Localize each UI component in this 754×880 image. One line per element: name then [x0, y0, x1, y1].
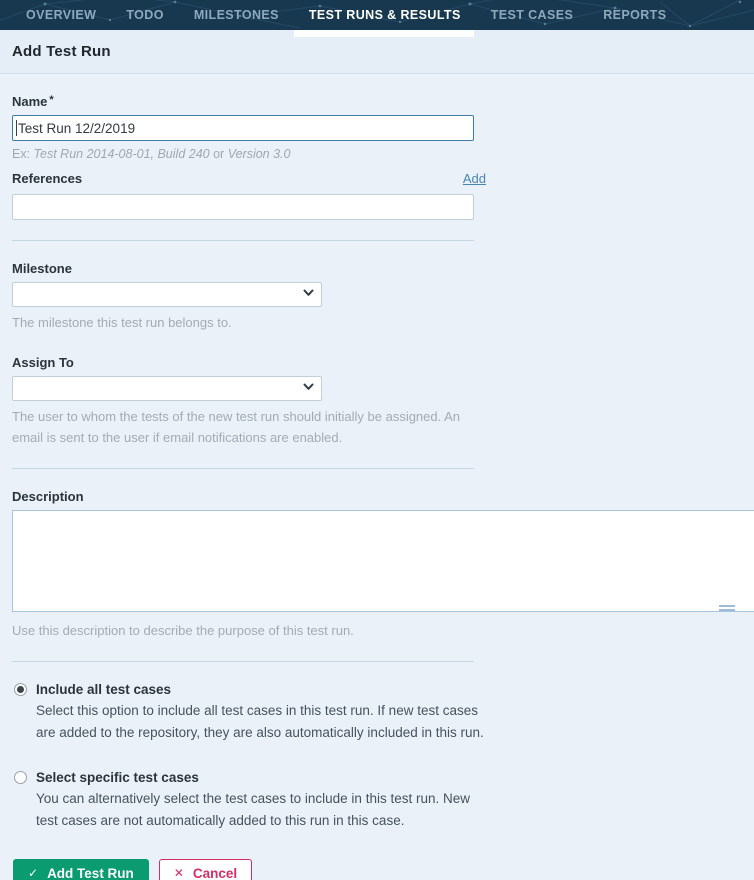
include-all-description: Select this option to include all test cases in this test run. If new test cases are added to the repository, they are also automatically included in this run. — [36, 703, 484, 740]
section-divider — [12, 240, 474, 241]
assign-to-help: The user to whom the tests of the new test run should initially be assigned. An email is sent to the user if email notifications are enabled. — [12, 409, 461, 445]
tab-test-runs-results[interactable]: TEST RUNS & RESULTS — [309, 0, 461, 30]
references-input[interactable] — [12, 194, 474, 220]
page-title: Add Test Run — [12, 43, 111, 60]
tab-test-cases[interactable]: TEST CASES — [490, 8, 574, 22]
required-asterisk: * — [49, 94, 54, 106]
select-specific-description: You can alternatively select the test cases to include in this test run. New test cases are not automatically added to this run in this case. — [36, 791, 470, 828]
include-all-test-cases-option[interactable] — [12, 682, 474, 697]
description-label: Description — [12, 489, 84, 504]
section-divider — [12, 468, 474, 469]
add-test-run-button[interactable]: ✓ Add Test Run — [13, 859, 149, 880]
radio-selected-icon[interactable] — [14, 683, 27, 696]
tab-milestones[interactable]: MILESTONES — [193, 8, 279, 22]
tab-reports[interactable]: REPORTS — [603, 8, 667, 22]
milestone-help: The milestone this test run belongs to. — [12, 315, 232, 330]
name-label: Name * — [12, 94, 54, 109]
x-icon: ✕ — [173, 866, 184, 880]
resize-grip-icon[interactable] — [719, 603, 735, 611]
include-all-label[interactable]: Include all test cases — [36, 682, 172, 697]
references-label: References — [12, 171, 83, 186]
name-example-hint: Ex: Test Run 2014-08-01, Build 240 or Version 3.0 — [12, 147, 291, 161]
select-specific-test-cases-option[interactable] — [12, 770, 474, 785]
assign-to-label: Assign To — [12, 355, 74, 370]
checkmark-icon: ✓ — [28, 866, 39, 880]
add-test-run-form — [0, 94, 754, 880]
cancel-button[interactable]: ✕ Cancel — [159, 859, 252, 880]
top-navigation — [0, 0, 754, 30]
milestone-select[interactable] — [12, 282, 322, 307]
description-help: Use this description to describe the purpose of this test run. — [12, 623, 354, 638]
tab-todo[interactable]: TODO — [126, 8, 164, 22]
section-divider — [12, 661, 474, 662]
name-input[interactable] — [12, 115, 474, 141]
select-specific-label[interactable]: Select specific test cases — [36, 770, 199, 785]
tab-overview[interactable]: OVERVIEW — [26, 8, 97, 22]
assign-to-select[interactable] — [12, 376, 322, 401]
description-textarea[interactable] — [12, 510, 754, 612]
milestone-label: Milestone — [12, 261, 72, 276]
references-add-link[interactable]: Add — [462, 171, 486, 186]
radio-unselected-icon[interactable] — [14, 771, 27, 784]
